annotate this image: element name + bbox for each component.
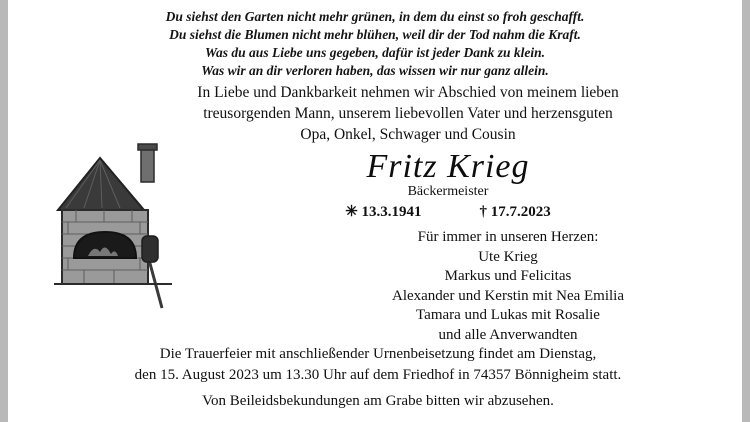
obituary-content	[8, 0, 742, 422]
closing-note: Von Beileidsbekundungen am Grabe bitten wir abzusehen.	[202, 393, 554, 409]
intro-line-1: In Liebe und Dankbarkeit nehmen wir Abschied von meinem lieben	[197, 84, 619, 101]
poem-block	[8, 8, 742, 80]
family-heading: Für immer in unseren Herzen:	[417, 229, 599, 245]
family-member: und alle Anverwandten	[438, 326, 578, 343]
family-member: Tamara und Lukas mit Rosalie	[416, 307, 600, 323]
death-date: † 17.7.2023	[479, 204, 551, 220]
poem-line-3: Was du aus Liebe uns gegeben, dafür ist jeder Dank zu klein.	[205, 45, 545, 60]
intro-line-3: Opa, Onkel, Schwager und Cousin	[300, 126, 516, 143]
ceremony-line-2: den 15. August 2023 um 13.30 Uhr auf dem Friedhof in 74357 Bönnigheim statt.	[134, 367, 622, 383]
poem-line-2: Du siehst die Blumen nicht mehr blühen, weil dir der Tod nahm die Kraft.	[169, 27, 581, 42]
deceased-name: Fritz Krieg	[366, 148, 530, 185]
family-block	[308, 228, 708, 345]
bake-oven-illustration	[44, 140, 214, 330]
family-member: Alexander und Kerstin mit Nea Emilia	[391, 287, 625, 304]
left-grey-bar	[0, 0, 8, 422]
right-grey-bar	[742, 0, 750, 422]
family-member: Ute Krieg	[478, 248, 538, 265]
intro-block	[128, 82, 688, 145]
birth-date: ✳ 13.3.1941	[345, 204, 422, 220]
family-member: Markus und Felicitas	[444, 268, 572, 284]
poem-line-1: Du siehst den Garten nicht mehr grünen, in dem du einst so froh geschafft.	[165, 9, 585, 24]
deceased-profession: Bäckermeister	[407, 184, 489, 199]
ceremony-line-1: Die Trauerfeier mit anschließender Urnenbeisetzung findet am Dienstag,	[159, 346, 597, 362]
deceased-dates	[208, 202, 688, 221]
poem-line-4: Was wir an dir verloren haben, das wissen wir nur ganz allein.	[201, 63, 549, 78]
ceremony-block	[28, 344, 728, 386]
intro-line-2: treusorgenden Mann, unserem liebevollen Vater und herzensguten	[203, 105, 613, 122]
